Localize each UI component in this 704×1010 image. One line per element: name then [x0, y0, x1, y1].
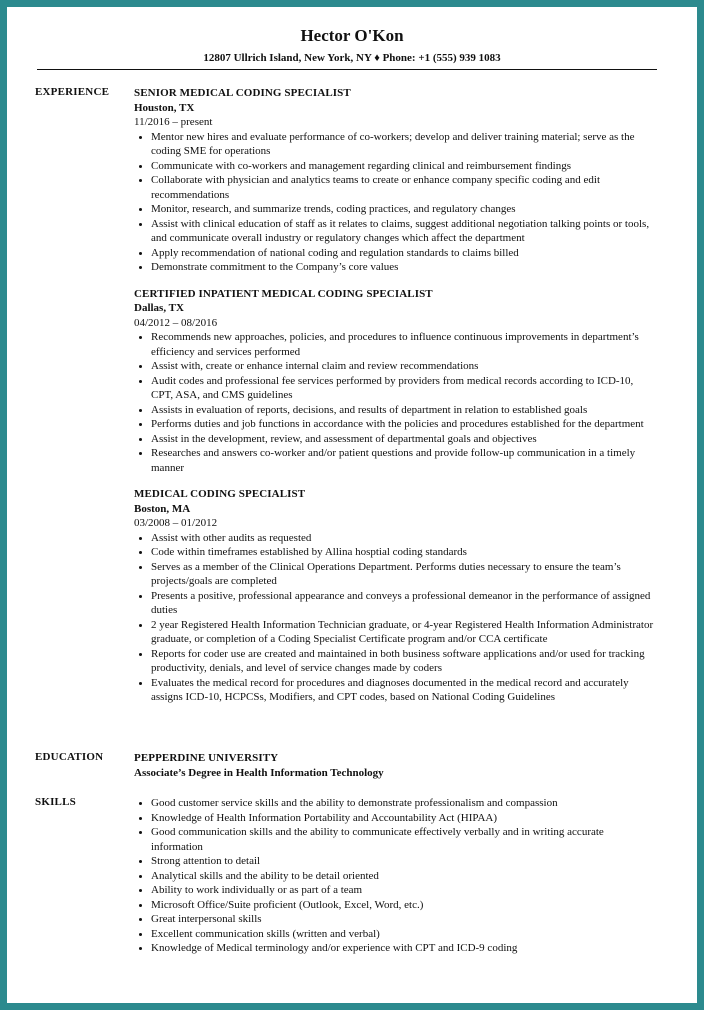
- list-item: • Reports for coder use are created and maintained in both business software applications and/or used for tracking productivity, denials, and level of service changes made by coders: [151, 647, 657, 676]
- list-item: • Excellent communication skills (written and verbal): [151, 927, 657, 942]
- list-item: • Assist with clinical education of staff as it relates to claims, suggest additional negotiation talking points or tools, and communicate overall industry or regulatory changes which affect the department: [151, 217, 657, 246]
- list-item: • Researches and answers co-worker and/or patient questions and provide follow-up communication in a timely manner: [151, 446, 657, 475]
- job-title: SENIOR MEDICAL CODING SPECIALIST: [134, 87, 351, 99]
- list-item: • Apply recommendation of national coding and regulation standards to claims billed: [151, 246, 657, 261]
- job-location: Dallas, TX: [134, 302, 184, 314]
- list-item: • 2 year Registered Health Information Technician graduate, or 4-year Registered Health Information Administrator graduate, or completion of a Coding Specialist Certificate program and/or CCA certificate: [151, 618, 657, 647]
- list-item: • Collaborate with physician and analytics teams to create or enhance company specific coding and edit recommendations: [151, 173, 657, 202]
- list-item: • Recommends new approaches, policies, and procedures to influence continuous improvements in department’s efficiency and services performed: [151, 330, 657, 359]
- list-item: • Analytical skills and the ability to be detail oriented: [151, 869, 657, 884]
- list-item: • Performs duties and job functions in accordance with the policies and procedures established for the department: [151, 417, 657, 432]
- skills-heading: SKILLS: [35, 796, 76, 808]
- list-item: • Monitor, research, and summarize trends, coding practices, and regulatory changes: [151, 202, 657, 217]
- list-item: • Microsoft Office/Suite proficient (Outlook, Excel, Word, etc.): [151, 898, 657, 913]
- list-item: • Strong attention to detail: [151, 854, 657, 869]
- list-item: • Knowledge of Medical terminology and/or experience with CPT and ICD-9 coding: [151, 941, 657, 956]
- job-location: Houston, TX: [134, 101, 195, 114]
- list-item: • Assist with other audits as requested: [151, 531, 657, 546]
- job-entry: [134, 287, 657, 476]
- list-item: • Communicate with co-workers and management regarding clinical and reimbursement findings: [151, 159, 657, 174]
- list-item: • Ability to work individually or as part of a team: [151, 883, 657, 898]
- job-entry: [134, 86, 657, 275]
- job-title: MEDICAL CODING SPECIALIST: [134, 488, 306, 500]
- list-item: • Evaluates the medical record for procedures and diagnoses documented in the medical record and accurately assigns ICD-10, HCPCSs, Modifiers, and CPT codes, based on National Coding Guidelines: [151, 676, 657, 705]
- list-item: • Great interpersonal skills: [151, 912, 657, 927]
- job-dates: 04/2012 – 08/2016: [134, 316, 218, 329]
- resume-page: [7, 7, 697, 1003]
- list-item: • Demonstrate commitment to the Company’s core values: [151, 260, 657, 275]
- education-heading: EDUCATION: [35, 751, 104, 763]
- list-item: • Assist with, create or enhance internal claim and review recommendations: [151, 359, 657, 374]
- list-item: • Good communication skills and the ability to communicate effectively verbally and in writing accurate information: [151, 825, 657, 854]
- candidate-name: Hector O'Kon: [300, 26, 404, 45]
- list-item: • Good customer service skills and the ability to demonstrate professionalism and compassion: [151, 796, 657, 811]
- list-item: • Knowledge of Health Information Portability and Accountability Act (HIPAA): [151, 811, 657, 826]
- list-item: • Serves as a member of the Clinical Operations Department. Performs duties necessary to ensure the team’s projects/goals are completed: [151, 560, 657, 589]
- experience-list: [134, 86, 657, 717]
- header-divider: [37, 69, 657, 70]
- degree: Associate’s Degree in Health Information Technology: [134, 766, 384, 779]
- job-location: Boston, MA: [134, 502, 191, 515]
- school-name: PEPPERDINE UNIVERSITY: [134, 752, 279, 764]
- experience-heading: EXPERIENCE: [35, 86, 110, 98]
- job-dates: 03/2008 – 01/2012: [134, 517, 218, 529]
- skills-body: [134, 796, 657, 956]
- list-item: • Presents a positive, professional appearance and conveys a professional demeanor in the performance of assigned duties: [151, 589, 657, 618]
- list-item: • Assist in the development, review, and assessment of departmental goals and objectives: [151, 432, 657, 447]
- job-bullets: [134, 130, 657, 275]
- skills-list: [134, 796, 657, 956]
- job-dates: 11/2016 – present: [134, 116, 213, 128]
- list-item: • Audit codes and professional fee services performed by providers from medical records according to ICD-10, CPT, ASA, and CMS guidelines: [151, 374, 657, 403]
- list-item: • Mentor new hires and evaluate performance of co-workers; develop and deliver training material; serve as the coding SME for operations: [151, 130, 657, 159]
- contact-line: 12807 Ullrich Island, New York, NY ♦ Phone: +1 (555) 939 1083: [203, 52, 501, 64]
- job-entry: [134, 487, 657, 705]
- education-body: [134, 751, 657, 780]
- list-item: • Code within timeframes established by Allina hosptial coding standards: [151, 545, 657, 560]
- job-bullets: [134, 330, 657, 475]
- job-bullets: [134, 531, 657, 705]
- job-title: CERTIFIED INPATIENT MEDICAL CODING SPECIALIST: [134, 287, 433, 300]
- list-item: • Assists in evaluation of reports, decisions, and results of department in relation to established goals: [151, 403, 657, 418]
